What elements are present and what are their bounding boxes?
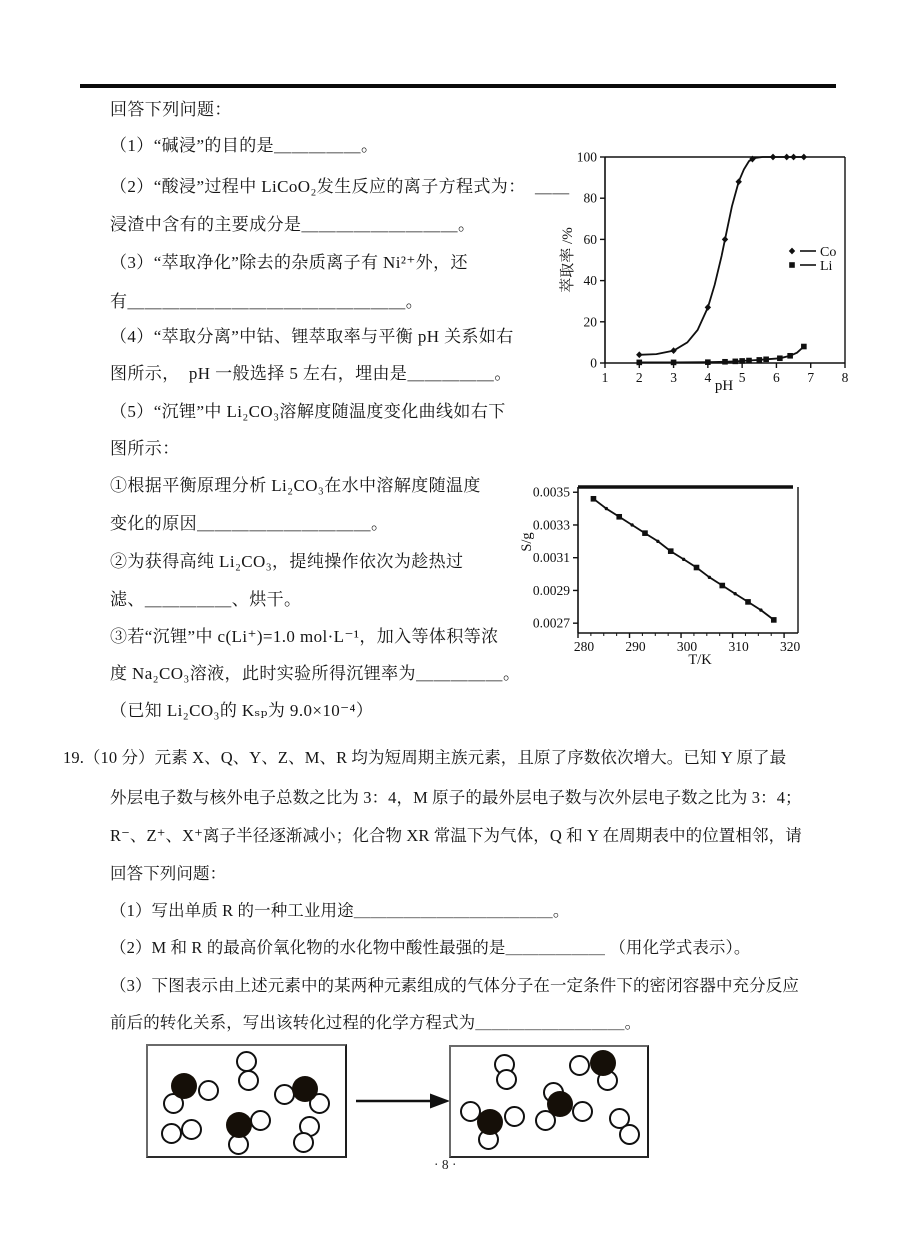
svg-text:5: 5 bbox=[738, 370, 746, 385]
black-atom bbox=[292, 1076, 318, 1102]
q19-line: （2）M 和 R 的最高价氧化物的水化物中酸性最强的是＿＿＿＿＿＿ （用化学式表示）。 bbox=[110, 938, 751, 957]
q19-line: R⁻、Z⁺、X⁺离子半径逐渐减小；化合物 XR 常温下为气体，Q 和 Y 在周期表中的位置相邻，请 bbox=[110, 826, 802, 845]
svg-text:0.0027: 0.0027 bbox=[532, 615, 570, 631]
q19-line: 回答下列问题： bbox=[110, 864, 227, 883]
q18-line: 有＿＿＿＿＿＿＿＿＿＿＿＿＿＿＿＿。 bbox=[110, 292, 424, 311]
svg-text:0.0029: 0.0029 bbox=[532, 582, 570, 598]
svg-text:T/K: T/K bbox=[688, 652, 712, 668]
q18-line: 浸渣中含有的主要成分是＿＿＿＿＿＿＿＿＿。 bbox=[110, 215, 476, 234]
svg-text:310: 310 bbox=[728, 639, 749, 654]
q18-line: （已知 Li₂CO₃的 Kₛₚ为 9.0×10⁻⁴） bbox=[110, 701, 374, 720]
q18-line: ③若“沉锂”中 c(Li⁺)=1.0 mol·L⁻¹，加入等体积等浓 bbox=[110, 627, 499, 646]
q18-line: （4）“萃取分离”中钴、锂萃取率与平衡 pH 关系如右 bbox=[110, 327, 514, 346]
white-atom bbox=[293, 1132, 314, 1153]
q18-line: ①根据平衡原理分析 Li₂CO₃在水中溶解度随温度 bbox=[110, 476, 481, 495]
q18-line: 回答下列问题： bbox=[110, 100, 232, 119]
q19-line: 外层电子数与核外电子总数之比为 3：4，M 原子的最外层电子数与次外层电子数之比为 3：4； bbox=[110, 788, 802, 807]
svg-text:2: 2 bbox=[635, 370, 643, 385]
page-number: · 8 · bbox=[434, 1157, 457, 1172]
header-rule bbox=[80, 84, 836, 88]
products-box bbox=[449, 1045, 649, 1158]
q18-line: （5）“沉锂”中 Li₂CO₃溶解度随温度变化曲线如右下 bbox=[110, 402, 506, 421]
svg-text:20: 20 bbox=[583, 314, 597, 330]
white-atom bbox=[236, 1051, 257, 1072]
svg-text:0.0031: 0.0031 bbox=[532, 550, 570, 566]
white-atom bbox=[238, 1070, 259, 1091]
svg-text:290: 290 bbox=[625, 639, 646, 654]
black-atom bbox=[547, 1091, 573, 1117]
svg-text:pH: pH bbox=[714, 378, 734, 394]
q19-line: （1）写出单质 R 的一种工业用途＿＿＿＿＿＿＿＿＿＿＿＿。 bbox=[110, 901, 570, 920]
svg-text:4: 4 bbox=[704, 370, 712, 385]
white-atom bbox=[572, 1101, 593, 1122]
q18-line: （2）“酸浸”过程中 LiCoO₂发生反应的离子方程式为： ＿＿ bbox=[110, 177, 570, 196]
black-atom bbox=[477, 1109, 503, 1135]
svg-text:80: 80 bbox=[583, 190, 597, 206]
reaction-arrow-icon bbox=[350, 1086, 454, 1116]
white-atom bbox=[161, 1123, 182, 1144]
white-atom bbox=[496, 1069, 517, 1090]
black-atom bbox=[590, 1050, 616, 1076]
svg-text:Co: Co bbox=[820, 245, 837, 260]
q18-line: 图所示， pH 一般选择 5 左右，埋由是＿＿＿＿＿。 bbox=[110, 364, 512, 383]
svg-text:320: 320 bbox=[779, 639, 801, 654]
white-atom bbox=[250, 1110, 271, 1131]
black-atom bbox=[226, 1112, 252, 1138]
black-atom bbox=[171, 1073, 197, 1099]
q18-line: 图所示： bbox=[110, 439, 180, 458]
svg-text:100: 100 bbox=[576, 149, 597, 165]
white-atom bbox=[569, 1055, 590, 1076]
svg-text:60: 60 bbox=[583, 231, 597, 247]
svg-text:6: 6 bbox=[773, 370, 780, 385]
white-atom bbox=[619, 1124, 640, 1145]
svg-text:萃取率 /%: 萃取率 /% bbox=[560, 227, 576, 293]
svg-text:Li: Li bbox=[820, 259, 833, 274]
svg-text:3: 3 bbox=[670, 370, 677, 385]
white-atom bbox=[504, 1106, 525, 1127]
solubility-vs-temperature-chart bbox=[512, 462, 862, 677]
svg-text:300: 300 bbox=[676, 639, 698, 654]
q19-line: 19.（10 分）元素 X、Q、Y、Z、M、R 均为短周期主族元素，且原了序数依次增大。已知 Y 原了最 bbox=[63, 748, 787, 767]
q18-line: 滤、＿＿＿＿＿、烘干。 bbox=[110, 590, 302, 609]
white-atom bbox=[198, 1080, 219, 1101]
svg-text:40: 40 bbox=[583, 273, 597, 289]
white-atom bbox=[181, 1119, 202, 1140]
svg-text:7: 7 bbox=[807, 370, 815, 385]
svg-text:0.0033: 0.0033 bbox=[532, 517, 570, 533]
svg-text:0: 0 bbox=[590, 355, 597, 371]
extraction-vs-ph-chart bbox=[540, 138, 870, 400]
q18-line: 度 Na₂CO₃溶液，此时实验所得沉锂率为＿＿＿＿＿。 bbox=[110, 664, 521, 683]
svg-text:0.0035: 0.0035 bbox=[532, 484, 570, 500]
svg-text:280: 280 bbox=[573, 639, 595, 654]
q19-line: （3）下图表示由上述元素中的某两种元素组成的气体分子在一定条件下的密闭容器中充分反应 bbox=[110, 976, 799, 995]
q18-line: （3）“萃取净化”除去的杂质离子有 Ni²⁺外，还 bbox=[110, 253, 468, 272]
q18-line: （1）“碱浸”的目的是＿＿＿＿＿。 bbox=[110, 136, 379, 155]
svg-text:1: 1 bbox=[601, 370, 609, 385]
q18-line: ②为获得高纯 Li₂CO₃，提纯操作依次为趁热过 bbox=[110, 552, 464, 571]
reactants-box bbox=[146, 1044, 347, 1158]
svg-text:8: 8 bbox=[841, 370, 849, 385]
q19-line: 前后的转化关系，写出该转化过程的化学方程式为＿＿＿＿＿＿＿＿＿。 bbox=[110, 1013, 642, 1032]
q18-line: 变化的原因＿＿＿＿＿＿＿＿＿＿。 bbox=[110, 514, 389, 533]
svg-text:S/g: S/g bbox=[519, 532, 535, 552]
